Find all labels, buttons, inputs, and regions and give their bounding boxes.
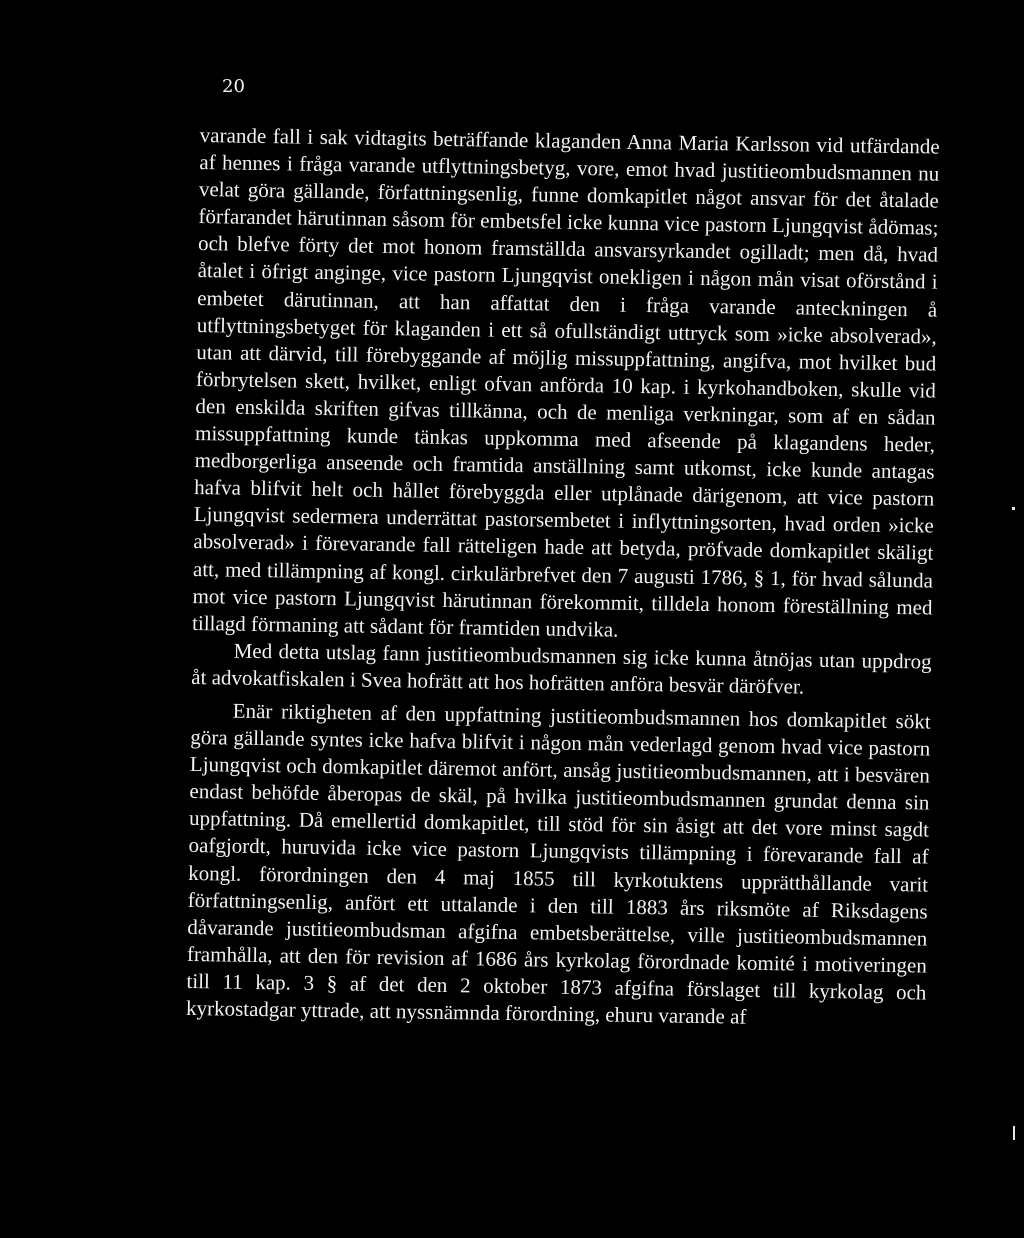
body-text	[186, 122, 940, 1034]
paragraph-2: Med detta utslag fann justitieombudsmannen sig icke kunna åtnöjas utan uppdrog åt advokatfiskalen i Svea hofrätt att hos hofrätten anföra besvär däröfver.	[191, 638, 932, 699]
page-number: 20	[222, 76, 245, 97]
scan-speck	[1013, 1126, 1015, 1140]
paragraph-3: Enär riktigheten af den uppfattning justitieombudsmannen hos domkapitlet sökt göra gällande syntes icke hafva blifvit i någon mån vederlagd genom hvad vice pastorn Ljungqvist och domkapitlet däremot anfört, ansåg justitieombudsmannen, att i besvären endast behöfde åberopas de skäl, på hvilka justitieombudsmannen grundat denna sin uppfattning. Då emellertid domkapitlet, till stöd för sin åsigt att det vore minst sagdt oafgjordt, huruvida icke vice pastorn Ljungqvists tillämpning i förevarande fall af kongl. förordningen den 4 maj 1855 till kyrkotuktens upprätthållande varit författningsenlig, anfört ett uttalande i den till 1883 års riksmöte af Riksdagens dåvarande justitieombudsman afgifna embetsberättelse, ville justitieombudsmannen framhålla, att den för revision af 1686 års kyrkolag förordnade komité i motiveringen till 11 kap. 3 § af det den 2 oktober 1873 afgifna förslaget till kyrkolag och kyrkostadgar yttrade, att nyssnämnda förordning, ehuru varande af	[185, 698, 931, 1029]
paragraph-1: varande fall i sak vidtagits beträffande klaganden Anna Maria Karlsson vid utfärdande af hennes i fråga varande utflyttningsbetyg, vore, emot hvad justitieombudsmannen nu velat göra gällande, författningsenlig, funne domkapitlet något ansvar för det åtalade förfarandet härutinnan såsom för embetsfel icke kunna vice pastorn Ljungqvist ådömas; och blefve förty det mot honom framställda ansvarsyrkandet ogilladt; men då, hvad åtalet i öfrigt anginge, vice pastorn Ljungqvist onekligen i någon mån visat oförstånd i embetet därutinnan, att han affattat den i fråga varande anteckningen å utflyttningsbetyget för klaganden i ett så ofullständigt uttryck som »icke absolverad», utan att därvid, till förebyggande af möjlig missuppfattning, angifva, mot hvilket bud förbrytelsen skett, hvilket, enligt ofvan anförda 10 kap. i kyrkohandboken, skulle vid den enskilda skriften gifvas tillkänna, och de menliga verkningar, som af en sådan missuppfattning kunde tänkas uppkomma med afseende på klagandens heder, medborgerliga anseende och framtida anställning samt utkomst, icke kunde antagas hafva blifvit helt och hållet förebyggda eller utplånade därigenom, att vice pastorn Ljungqvist sedermera underrättat pastorsembetet i inflyttningsorten, hvad orden »icke absolverad» i förevarande fall rätteligen hade att betyda, pröfvade domkapitlet skäligt att, med tillämpning af kongl. cirkulärbrefvet den 7 augusti 1786, § 1, för hvad sålunda mot vice pastorn Ljungqvist härutinnan förekommit, tilldela honom föreställning med tillagd förmaning att sådant för framtiden undvika.	[191, 122, 940, 642]
scan-speck	[1012, 507, 1015, 510]
